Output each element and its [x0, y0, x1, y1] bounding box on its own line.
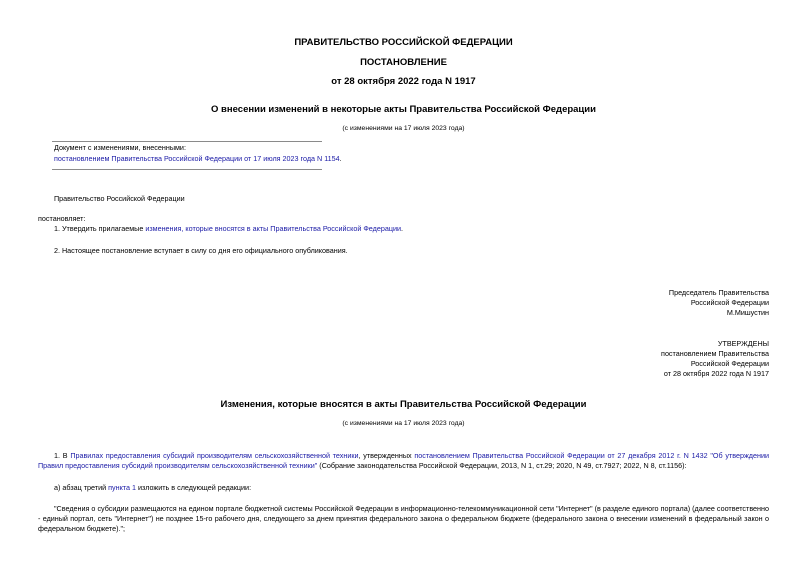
- amended-note: (с изменениями на 17 июля 2023 года): [342, 125, 465, 132]
- changes-link[interactable]: постановлением Правительства Российской Федерации от 17 июля 2023 года N 1154: [54, 154, 340, 163]
- changes-link-suffix: .: [339, 154, 342, 163]
- section-amended-note: (с изменениями на 17 июля 2023 года): [342, 420, 465, 427]
- approved-line-2: постановлением Правительства: [661, 349, 769, 358]
- signature-line-2: Российской Федерации: [690, 298, 769, 307]
- doc-title: О внесении изменений в некоторые акты Правительства Российской Федерации: [211, 104, 596, 115]
- org-title: ПРАВИТЕЛЬСТВО РОССИЙСКОЙ ФЕДЕРАЦИИ: [294, 37, 513, 48]
- doc-date-number: от 28 октября 2022 года N 1917: [331, 76, 476, 87]
- doc-type: ПОСТАНОВЛЕНИЕ: [360, 57, 447, 68]
- approved-line-3: Российской Федерации: [690, 359, 769, 368]
- signature-line-1: Председатель Правительства: [668, 288, 769, 297]
- quoted-text: "Сведения о субсидии размещаются на едином портале бюджетной системы Российской Федерации в информационно-телекоммуникационной сети "Интернет" (в разделе единого портала) (далее соответственно - единый портал, сеть "Интернет") не позднее 15-го рабочего дня, следующего за днем принятия федерального закона о федеральном бюджете (федерального закона о внесении изменений в федеральный закон о федеральном бюджете).";: [38, 504, 769, 533]
- paragraph-a: [54, 483, 251, 493]
- paragraph-a-suffix: изложить в следующей редакции:: [136, 483, 252, 492]
- rules-link[interactable]: Правилах предоставления субсидий производителям сельскохозяйственной техники: [70, 451, 359, 460]
- item-2: 2. Настоящее постановление вступает в силу со дня его официального опубликования.: [54, 246, 348, 255]
- paragraph-a-prefix: а) абзац третий: [54, 483, 109, 492]
- decrees-line: постановляет:: [38, 214, 86, 223]
- government-line: Правительство Российской Федерации: [54, 194, 185, 203]
- approved-line-4: от 28 октября 2022 года N 1917: [663, 369, 769, 378]
- divider-top: [52, 141, 322, 142]
- clause-1-link[interactable]: пункта 1: [108, 483, 137, 492]
- section-title: Изменения, которые вносятся в акты Правительства Российской Федерации: [220, 399, 587, 410]
- resolution-1432-link[interactable]: постановлением Правительства Российской Федерации от 27 декабря 2012 г. N 1432 "Об утверждении Правил предоставления субсидий производителям сельскохозяйственной техники": [38, 451, 769, 470]
- changes-label: Документ с изменениями, внесенными:: [54, 143, 186, 152]
- changes-line: [54, 154, 342, 164]
- paragraph-1-prefix: 1. В: [54, 451, 71, 460]
- signature-name: М.Мишустин: [726, 308, 769, 317]
- paragraph-1-mid: , утвержденных: [358, 451, 415, 460]
- approved-line-1: УТВЕРЖДЕНЫ: [717, 339, 769, 348]
- paragraph-1-suffix: (Собрание законодательства Российской Федерации, 2013, N 1, ст.29; 2020, N 49, ст.7927; 2022, N 8, ст.1156):: [317, 461, 687, 470]
- item-1-prefix: 1. Утвердить прилагаемые: [54, 224, 146, 233]
- item-1-suffix: .: [400, 224, 403, 233]
- paragraph-1: [38, 451, 769, 471]
- divider-bottom: [52, 169, 322, 170]
- item-1-link[interactable]: изменения, которые вносятся в акты Правительства Российской Федерации: [145, 224, 401, 233]
- item-1: [54, 224, 403, 234]
